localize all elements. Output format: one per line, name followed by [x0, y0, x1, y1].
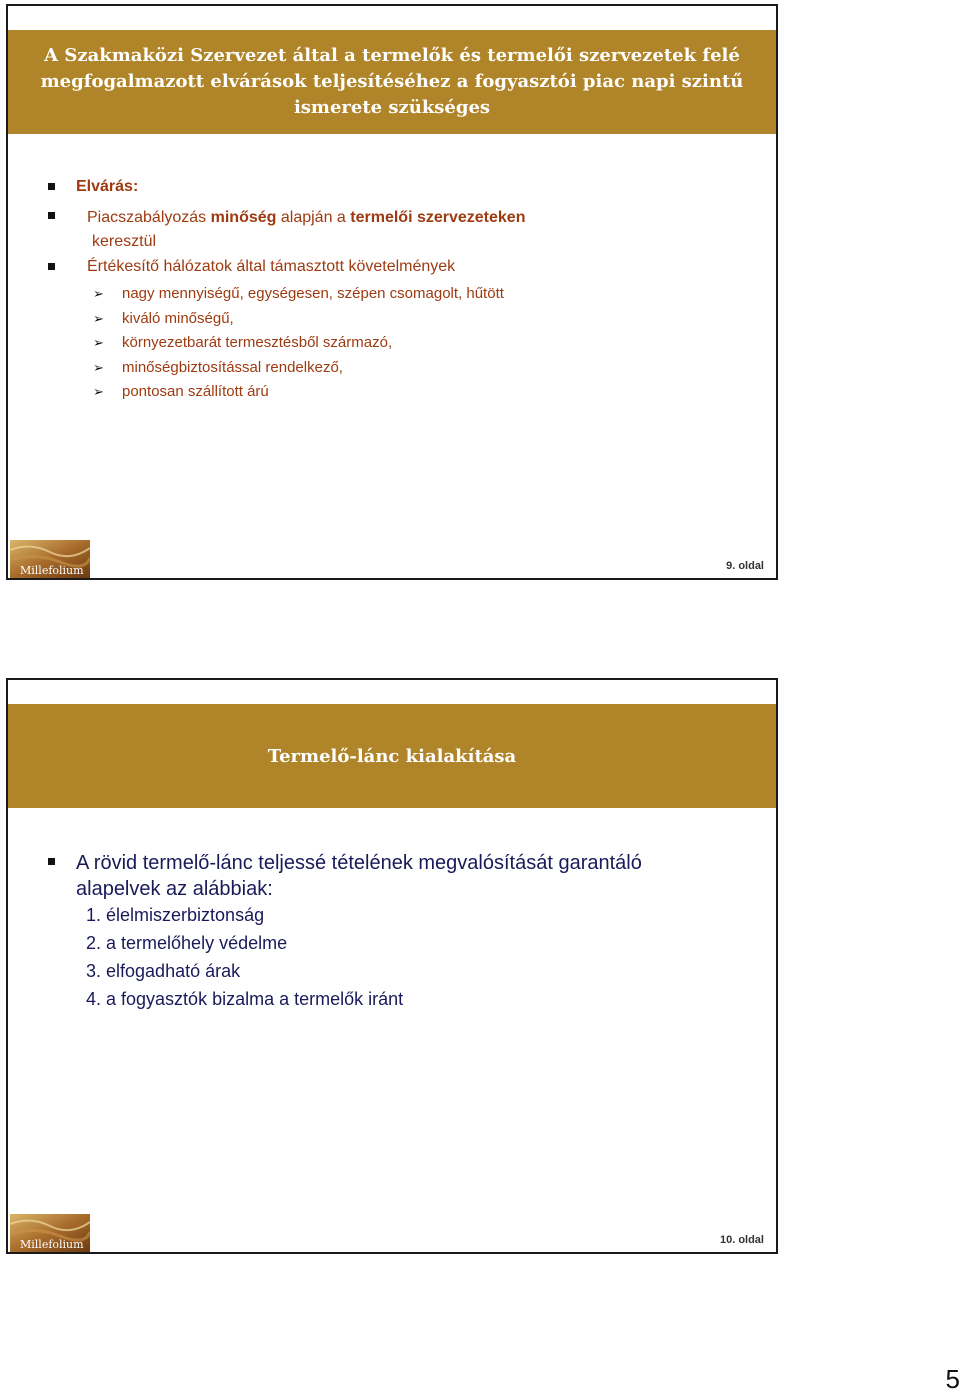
- list-item: 2. a termelőhely védelme: [86, 933, 288, 953]
- bullet-text: Értékesítő hálózatok által támasztott követelmények: [87, 258, 456, 275]
- arrow-bullet-icon: ➢: [93, 311, 104, 327]
- slide-title: [41, 43, 744, 121]
- slide-title-banner: [8, 704, 776, 808]
- list-item-text: környezetbarát termesztésből származó,: [122, 334, 393, 352]
- bullet-expectation: [76, 178, 138, 196]
- list-item: [93, 359, 504, 384]
- bullet-retail-requirements: [87, 258, 455, 276]
- title-line: A Szakmaközi Szervezet által a termelők és termelői szervezetek felé: [44, 45, 740, 66]
- logo-text: Millefolium: [20, 564, 84, 577]
- slide-title: Termelő-lánc kialakítása: [267, 745, 517, 767]
- title-line: megfogalmazott elvárások teljesítéséhez a fogyasztói piac napi szintű: [40, 71, 744, 92]
- list-item: [93, 310, 504, 335]
- slide-page-label: 10. oldal: [719, 1234, 764, 1246]
- millefolium-logo: [10, 1214, 90, 1252]
- list-item: 1. élelmiszerbiztonság: [86, 905, 265, 925]
- list-item: [93, 334, 504, 359]
- bullet-emphasis: termelői szervezeteken: [350, 209, 526, 226]
- square-bullet-icon: [48, 183, 55, 190]
- square-bullet-icon: [48, 858, 55, 865]
- slide-10: [6, 678, 778, 1254]
- sheet-page-number: 5: [945, 1364, 960, 1394]
- list-item-text: pontosan szállított árú: [122, 383, 269, 401]
- slide-title-banner: [8, 30, 776, 134]
- bullet-continuation: keresztül: [92, 233, 157, 250]
- list-item-text: minőségbiztosítással rendelkező,: [122, 358, 343, 376]
- expectation-label: Elvárás:: [76, 178, 139, 195]
- principles-list: [86, 904, 403, 1016]
- arrow-bullet-icon: ➢: [93, 360, 104, 376]
- list-item: [93, 383, 504, 408]
- arrow-bullet-icon: ➢: [93, 336, 104, 352]
- title-line: ismerete szükséges: [293, 97, 491, 118]
- bullet-emphasis: minőség: [210, 209, 277, 226]
- list-item: 3. elfogadható árak: [86, 961, 241, 981]
- list-item-text: kiváló minőségű,: [122, 309, 234, 327]
- list-item: [93, 285, 504, 310]
- square-bullet-icon: [48, 263, 55, 270]
- bullet-text: alapján a: [276, 209, 351, 226]
- bullet-text: A rövid termelő-lánc teljessé tételének megvalósítását garantáló: [76, 852, 642, 874]
- bullet-text: alapelvek az alábbiak:: [76, 878, 273, 900]
- bullet-intro: [76, 850, 642, 902]
- arrow-bullet-icon: ➢: [93, 385, 104, 401]
- list-item-text: nagy mennyiségű, egységesen, szépen csomagolt, hűtött: [122, 285, 504, 302]
- slide-9: [6, 4, 778, 580]
- bullet-text: Piacszabályozás: [87, 209, 211, 226]
- slide-page-label: 9. oldal: [726, 560, 764, 572]
- bullet-market-regulation: [87, 206, 525, 254]
- square-bullet-icon: [48, 212, 55, 219]
- list-item: 4. a fogyasztók bizalma a termelők iránt: [86, 989, 404, 1009]
- millefolium-logo: [10, 540, 90, 578]
- arrow-bullet-icon: ➢: [93, 287, 104, 302]
- logo-text: Millefolium: [20, 1238, 84, 1251]
- requirements-list: [93, 285, 504, 408]
